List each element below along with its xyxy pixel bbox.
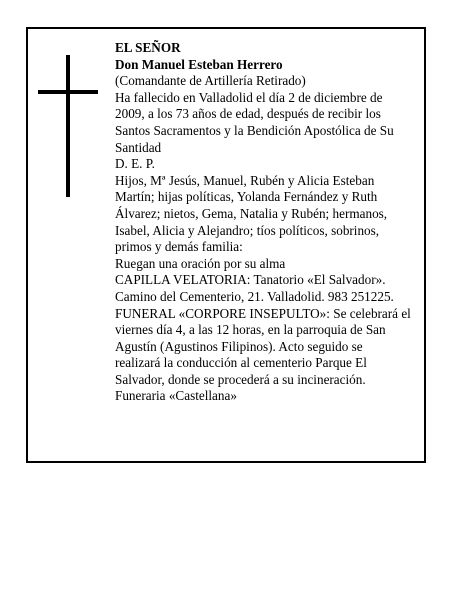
funeral-line: Salvador, donde se procederá a su incineración. <box>115 371 366 387</box>
family-line: Isabel, Alicia y Alejandro; tíos políticos, sobrinos, <box>115 222 380 238</box>
funeral-home-line: Funeraria «Castellana» <box>115 388 237 404</box>
family-line: primos y demás familia: <box>115 239 243 255</box>
text-line: 2009, a los 73 años de edad, después de recibir los <box>115 106 381 122</box>
obituary-notice <box>26 27 426 463</box>
notice-title: EL SEÑOR <box>115 40 181 55</box>
wake-line: CAPILLA VELATORIA: Tanatorio «El Salvador». <box>115 272 386 288</box>
cross-vertical-bar <box>66 55 70 197</box>
text-line: Santidad <box>115 139 162 155</box>
funeral-line: Agustín (Agustinos Filipinos). Acto seguido se <box>115 338 363 354</box>
family-line: Hijos, Mª Jesús, Manuel, Rubén y Alicia Esteban <box>115 172 375 188</box>
funeral-line: viernes día 4, a las 12 horas, en la parroquia de San <box>115 322 386 338</box>
text-line: Santos Sacramentos y la Bendición Apostólica de Su <box>115 122 394 138</box>
rip-line: D. E. P. <box>115 156 155 172</box>
funeral-line: FUNERAL «CORPORE INSEPULTO»: Se celebrará el <box>115 305 411 321</box>
text-line: Ha fallecido en Valladolid el día 2 de diciembre de <box>115 89 383 105</box>
obituary-text <box>115 40 424 405</box>
funeral-line: realizará la conducción al cementerio Parque El <box>115 355 367 371</box>
deceased-rank: (Comandante de Artillería Retirado) <box>115 73 306 89</box>
deceased-name: Don Manuel Esteban Herrero <box>115 56 283 72</box>
wake-line: Camino del Cementerio, 21. Valladolid. 983 251225. <box>115 288 394 304</box>
family-line: Martín; hijas políticas, Yolanda Fernández y Ruth <box>115 189 378 205</box>
family-line: Álvarez; nietos, Gema, Natalia y Rubén; hermanos, <box>115 205 388 221</box>
cross-horizontal-bar <box>38 90 98 94</box>
prayer-line: Ruegan una oración por su alma <box>115 255 286 271</box>
